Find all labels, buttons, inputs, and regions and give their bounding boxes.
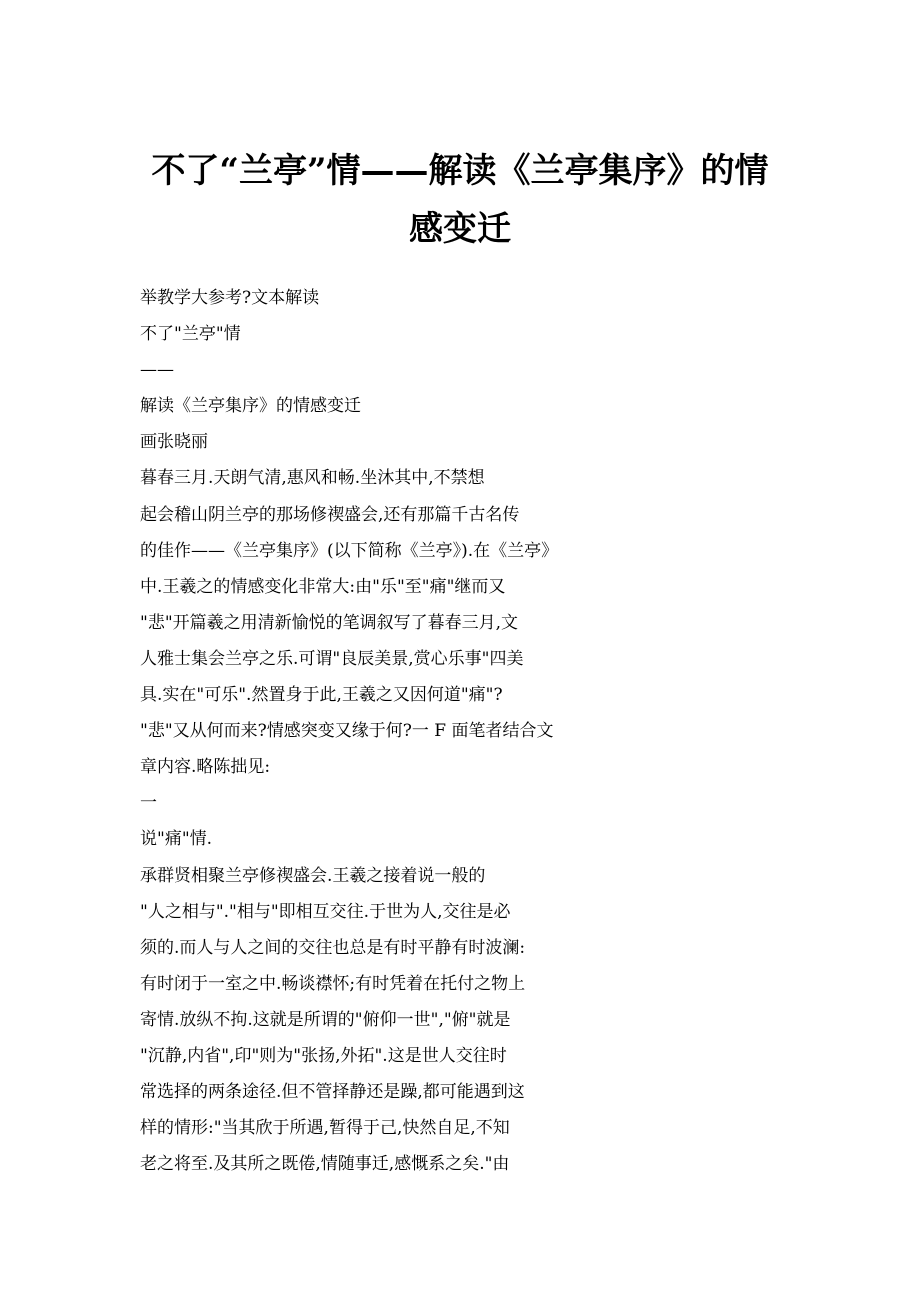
title-line-2: 感变迁 [409, 209, 511, 249]
body-line: 老之将至.及其所之既倦,情随事迁,感慨系之矣."由 [140, 1154, 510, 1175]
body-line: 起会稽山阴兰亭的那场修禊盛会,还有那篇千古名传 [140, 504, 520, 525]
body-line: 的佳作——《兰亭集序》(以下简称《兰亭》).在《兰亭》 [140, 540, 559, 561]
body-text [140, 286, 780, 1188]
document-title [120, 142, 800, 258]
body-line: "悲"又从何而来?情感突变又缘于何?一 F 面笔者结合文 [140, 721, 554, 742]
body-line: 常选择的两条途径.但不管择静还是躁,都可能遇到这 [140, 1082, 525, 1103]
body-line: 中.王羲之的情感变化非常大:由"乐"至"痛"继而又 [140, 576, 506, 597]
body-line: 样的情形:"当其欣于所遇,暂得于己,快然自足,不知 [140, 1118, 510, 1139]
body-line: 举教学大参考?文本解读 [140, 288, 320, 308]
body-line: 承群贤相聚兰亭修禊盛会.王羲之接着说一般的 [140, 865, 486, 886]
body-line: 人雅士集会兰亭之乐.可谓"良辰美景,赏心乐事"四美 [140, 648, 524, 669]
body-line: 有时闭于一室之中.畅谈襟怀;有时凭着在托付之物上 [140, 973, 526, 994]
body-line: 不了"兰亭"情 [140, 324, 241, 345]
body-line: "悲"开篇羲之用清新愉悦的笔调叙写了暮春三月,文 [140, 612, 519, 633]
body-line: —— [140, 360, 174, 381]
body-line: 一 [140, 793, 157, 814]
body-line: 解读《兰亭集序》的情感变迁 [140, 396, 361, 417]
body-line: 画张晓丽 [140, 432, 208, 453]
body-line: 须的.而人与人之间的交往也总是有时平静有时波澜: [140, 937, 526, 958]
body-line: 说"痛"情. [140, 829, 213, 850]
body-line: 寄情.放纵不拘.这就是所谓的"俯仰一世","俯"就是 [140, 1009, 511, 1030]
body-line: 章内容.略陈拙见: [140, 757, 271, 778]
body-line: "沉静,内省",印"则为"张扬,外拓".这是世人交往时 [140, 1045, 507, 1066]
body-line: 具.实在"可乐".然置身于此,王羲之又因何道"痛"? [140, 685, 503, 706]
body-line: "人之相与"."相与"即相互交往.于世为人,交往是必 [140, 901, 511, 922]
body-line: 暮春三月.天朗气清,惠风和畅.坐沐其中,不禁想 [140, 468, 485, 489]
title-line-1: 不了“兰亭”情——解读《兰亭集序》的情 [151, 151, 769, 191]
